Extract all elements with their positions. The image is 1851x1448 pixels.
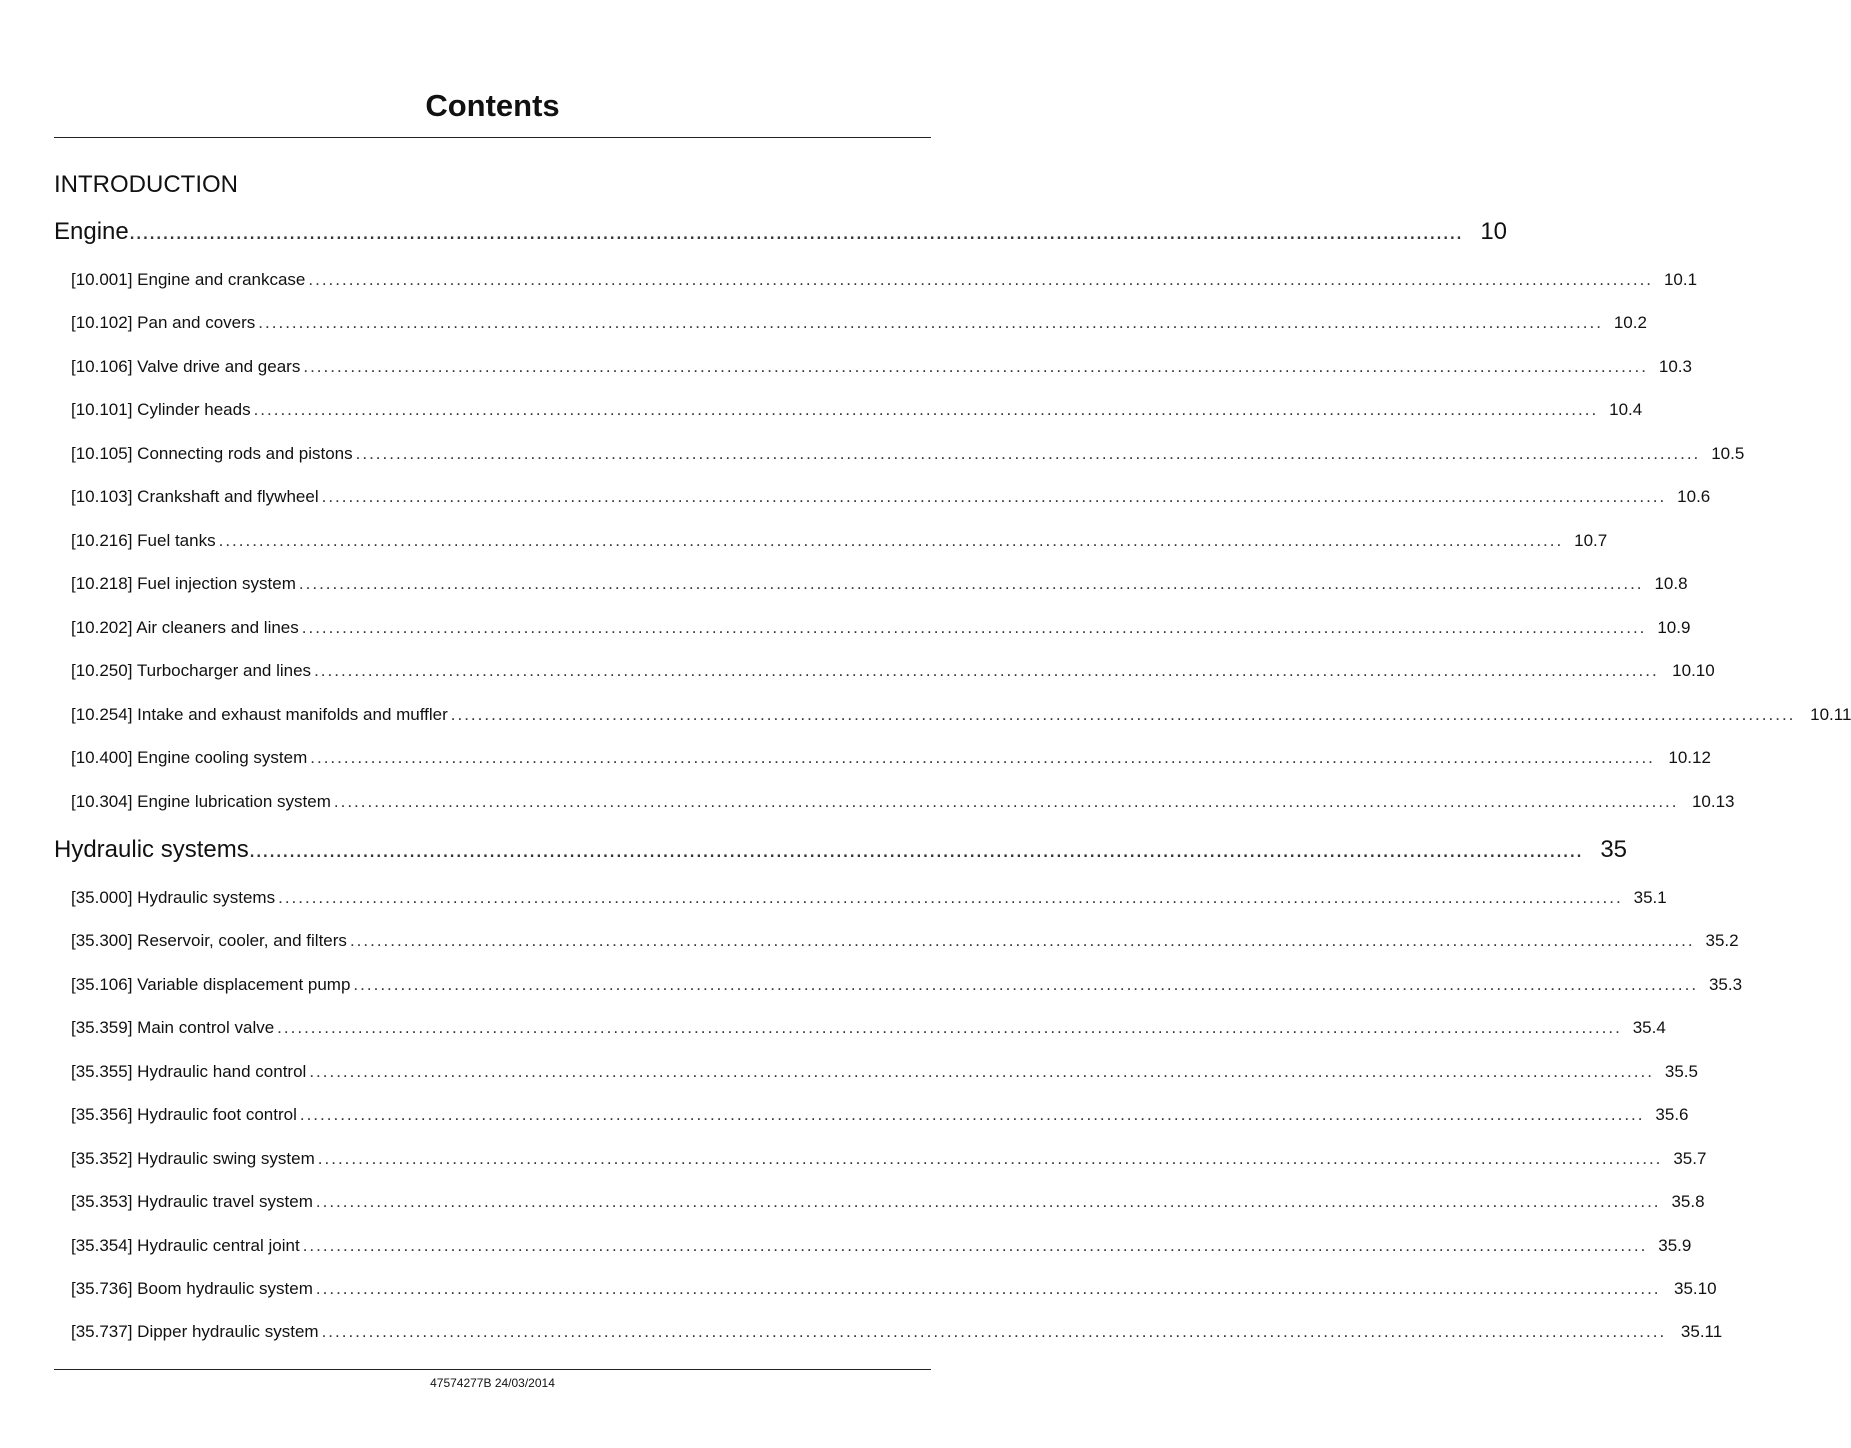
dot-leader: ........................................................................................................................................................................................................	[278, 888, 1623, 907]
toc-entry[interactable]	[71, 355, 1692, 379]
dot-leader: ........................................................................................................................................................................................................	[450, 705, 1796, 724]
dot-leader: ........................................................................................................................................................................................................	[301, 618, 1647, 637]
toc-section-page: 35	[1600, 836, 1628, 863]
toc-entry-page: 10.8	[1654, 574, 1688, 593]
toc-entry-page: 35.11	[1680, 1322, 1723, 1341]
dot-leader: ........................................................................................................................................................................................................	[308, 270, 1654, 289]
toc-introduction[interactable]: INTRODUCTION	[54, 171, 238, 198]
toc-entry-page: 10.12	[1668, 748, 1711, 767]
toc-entry-page: 10.10	[1672, 661, 1715, 680]
dot-leader: ........................................................................................................................................................................................................	[302, 1236, 1648, 1255]
toc-entry[interactable]	[71, 268, 1698, 292]
toc-entry-page: 10.7	[1574, 531, 1608, 550]
toc-entry-page: 10.9	[1657, 618, 1691, 637]
toc-entry[interactable]	[71, 1320, 1723, 1344]
page-title: Contents	[425, 88, 560, 123]
dot-leader: ........................................................................................................................................................................................................	[128, 218, 1463, 245]
toc-entry[interactable]	[71, 398, 1643, 422]
dot-leader: ........................................................................................................................................................................................................	[349, 931, 1695, 950]
dot-leader: ........................................................................................................................................................................................................	[309, 1062, 1654, 1081]
toc-entry-page: 35.9	[1658, 1236, 1692, 1255]
toc-entry[interactable]	[71, 973, 1743, 997]
toc-entry-label: [10.254] Intake and exhaust manifolds and muffler	[71, 705, 448, 724]
dot-leader: ........................................................................................................................................................................................................	[277, 1018, 1622, 1037]
toc-entry-page: 10.3	[1658, 357, 1692, 376]
toc-entry-page: 35.10	[1674, 1279, 1717, 1298]
toc-entry[interactable]	[71, 790, 1735, 814]
toc-entry[interactable]	[71, 929, 1739, 953]
dot-leader: ........................................................................................................................................................................................................	[314, 661, 1659, 680]
toc-entry-page: 10.13	[1691, 792, 1735, 811]
toc-entry-page: 35.5	[1664, 1062, 1698, 1081]
toc-entry-label: [10.250] Turbocharger and lines	[71, 661, 312, 680]
dot-leader: ........................................................................................................................................................................................................	[248, 836, 1583, 863]
toc-entry-label: [10.106] Valve drive and gears	[71, 357, 301, 376]
toc-entry-page: 35.1	[1633, 888, 1667, 907]
title-divider	[54, 137, 931, 138]
toc-entry[interactable]	[71, 616, 1691, 640]
toc-entry-label: [10.101] Cylinder heads	[71, 400, 251, 419]
dot-leader: ........................................................................................................................................................................................................	[317, 1149, 1663, 1168]
toc-entry[interactable]	[71, 1234, 1692, 1258]
dot-leader: ........................................................................................................................................................................................................	[355, 444, 1701, 463]
toc-entry-label: [35.353] Hydraulic travel system	[71, 1192, 313, 1211]
toc-entry-page: 35.8	[1671, 1192, 1705, 1211]
toc-entry-page: 35.2	[1705, 931, 1739, 950]
toc-entry-label: [10.218] Fuel injection system	[71, 574, 296, 593]
toc-entry-label: [10.216] Fuel tanks	[71, 531, 216, 550]
toc-entry-label: [35.356] Hydraulic foot control	[71, 1105, 297, 1124]
toc-entry-page: 10.6	[1677, 487, 1711, 506]
toc-entry-label: [35.106] Variable displacement pump	[71, 975, 351, 994]
toc-section-label: Engine	[54, 218, 129, 245]
toc-entry-label: [35.352] Hydraulic swing system	[71, 1149, 315, 1168]
dot-leader: ........................................................................................................................................................................................................	[258, 313, 1603, 332]
dot-leader: ........................................................................................................................................................................................................	[298, 574, 1644, 593]
dot-leader: ........................................................................................................................................................................................................	[353, 975, 1699, 994]
toc-section-label: Hydraulic systems	[54, 836, 249, 863]
footer-divider	[54, 1369, 931, 1370]
toc-section-hydraulic-systems[interactable]	[54, 834, 1628, 866]
toc-section-engine[interactable]	[54, 216, 1508, 248]
toc-section-page: 10	[1480, 218, 1508, 245]
toc-entry-label: [10.304] Engine lubrication system	[71, 792, 331, 811]
toc-entry-page: 10.4	[1609, 400, 1643, 419]
toc-entry-label: [10.202] Air cleaners and lines	[71, 618, 299, 637]
toc-entry[interactable]	[71, 1016, 1666, 1040]
toc-entry-label: [35.354] Hydraulic central joint	[71, 1236, 300, 1255]
dot-leader: ........................................................................................................................................................................................................	[321, 487, 1667, 506]
toc-entry-page: 10.2	[1613, 313, 1647, 332]
footer-document-id: 47574277B 24/03/2014	[430, 1376, 555, 1390]
toc-entry[interactable]	[71, 703, 1851, 727]
toc-entry-label: [35.000] Hydraulic systems	[71, 888, 276, 907]
toc-entry-page: 10.5	[1711, 444, 1745, 463]
dot-leader: ........................................................................................................................................................................................................	[253, 400, 1599, 419]
toc-entry-label: [10.103] Crankshaft and flywheel	[71, 487, 319, 506]
toc-entry-page: 35.3	[1708, 975, 1743, 994]
toc-entry[interactable]	[71, 1190, 1705, 1214]
toc-entry-label: [10.400] Engine cooling system	[71, 748, 308, 767]
toc-entry-label: [35.300] Reservoir, cooler, and filters	[71, 931, 347, 950]
toc-entry[interactable]	[71, 529, 1608, 553]
dot-leader: ........................................................................................................................................................................................................	[315, 1192, 1661, 1211]
toc-entry[interactable]	[71, 1060, 1698, 1084]
toc-entry[interactable]	[71, 1103, 1689, 1127]
toc-entry-page: 35.6	[1655, 1105, 1689, 1124]
toc-entry[interactable]	[71, 746, 1711, 770]
dot-leader: ........................................................................................................................................................................................................	[333, 792, 1679, 811]
toc-entry-page: 35.7	[1673, 1149, 1707, 1168]
toc-entry-label: [10.105] Connecting rods and pistons	[71, 444, 353, 463]
toc-entry[interactable]	[71, 572, 1688, 596]
toc-entry[interactable]	[71, 886, 1667, 910]
toc-entry-page: 35.4	[1632, 1018, 1666, 1037]
toc-entry[interactable]	[71, 1277, 1717, 1301]
toc-entry-page: 10.11	[1810, 705, 1851, 724]
toc-entry[interactable]	[71, 442, 1745, 466]
dot-leader: ........................................................................................................................................................................................................	[218, 531, 1564, 550]
toc-entry-label: [35.355] Hydraulic hand control	[71, 1062, 307, 1081]
toc-entry-label: [10.001] Engine and crankcase	[71, 270, 306, 289]
dot-leader: ........................................................................................................................................................................................................	[303, 357, 1648, 376]
dot-leader: ........................................................................................................................................................................................................	[299, 1105, 1645, 1124]
toc-entry-label: [35.736] Boom hydraulic system	[71, 1279, 313, 1298]
dot-leader: ........................................................................................................................................................................................................	[310, 748, 1655, 767]
dot-leader: ........................................................................................................................................................................................................	[321, 1322, 1667, 1341]
toc-entry[interactable]	[71, 311, 1647, 335]
toc-entry-label: [35.737] Dipper hydraulic system	[71, 1322, 319, 1341]
toc-entry[interactable]	[71, 485, 1711, 509]
toc-entry[interactable]	[71, 659, 1715, 683]
toc-entry-label: [10.102] Pan and covers	[71, 313, 256, 332]
dot-leader: ........................................................................................................................................................................................................	[315, 1279, 1661, 1298]
toc-entry[interactable]	[71, 1147, 1707, 1171]
toc-entry-label: [35.359] Main control valve	[71, 1018, 275, 1037]
toc-entry-page: 10.1	[1663, 270, 1698, 289]
